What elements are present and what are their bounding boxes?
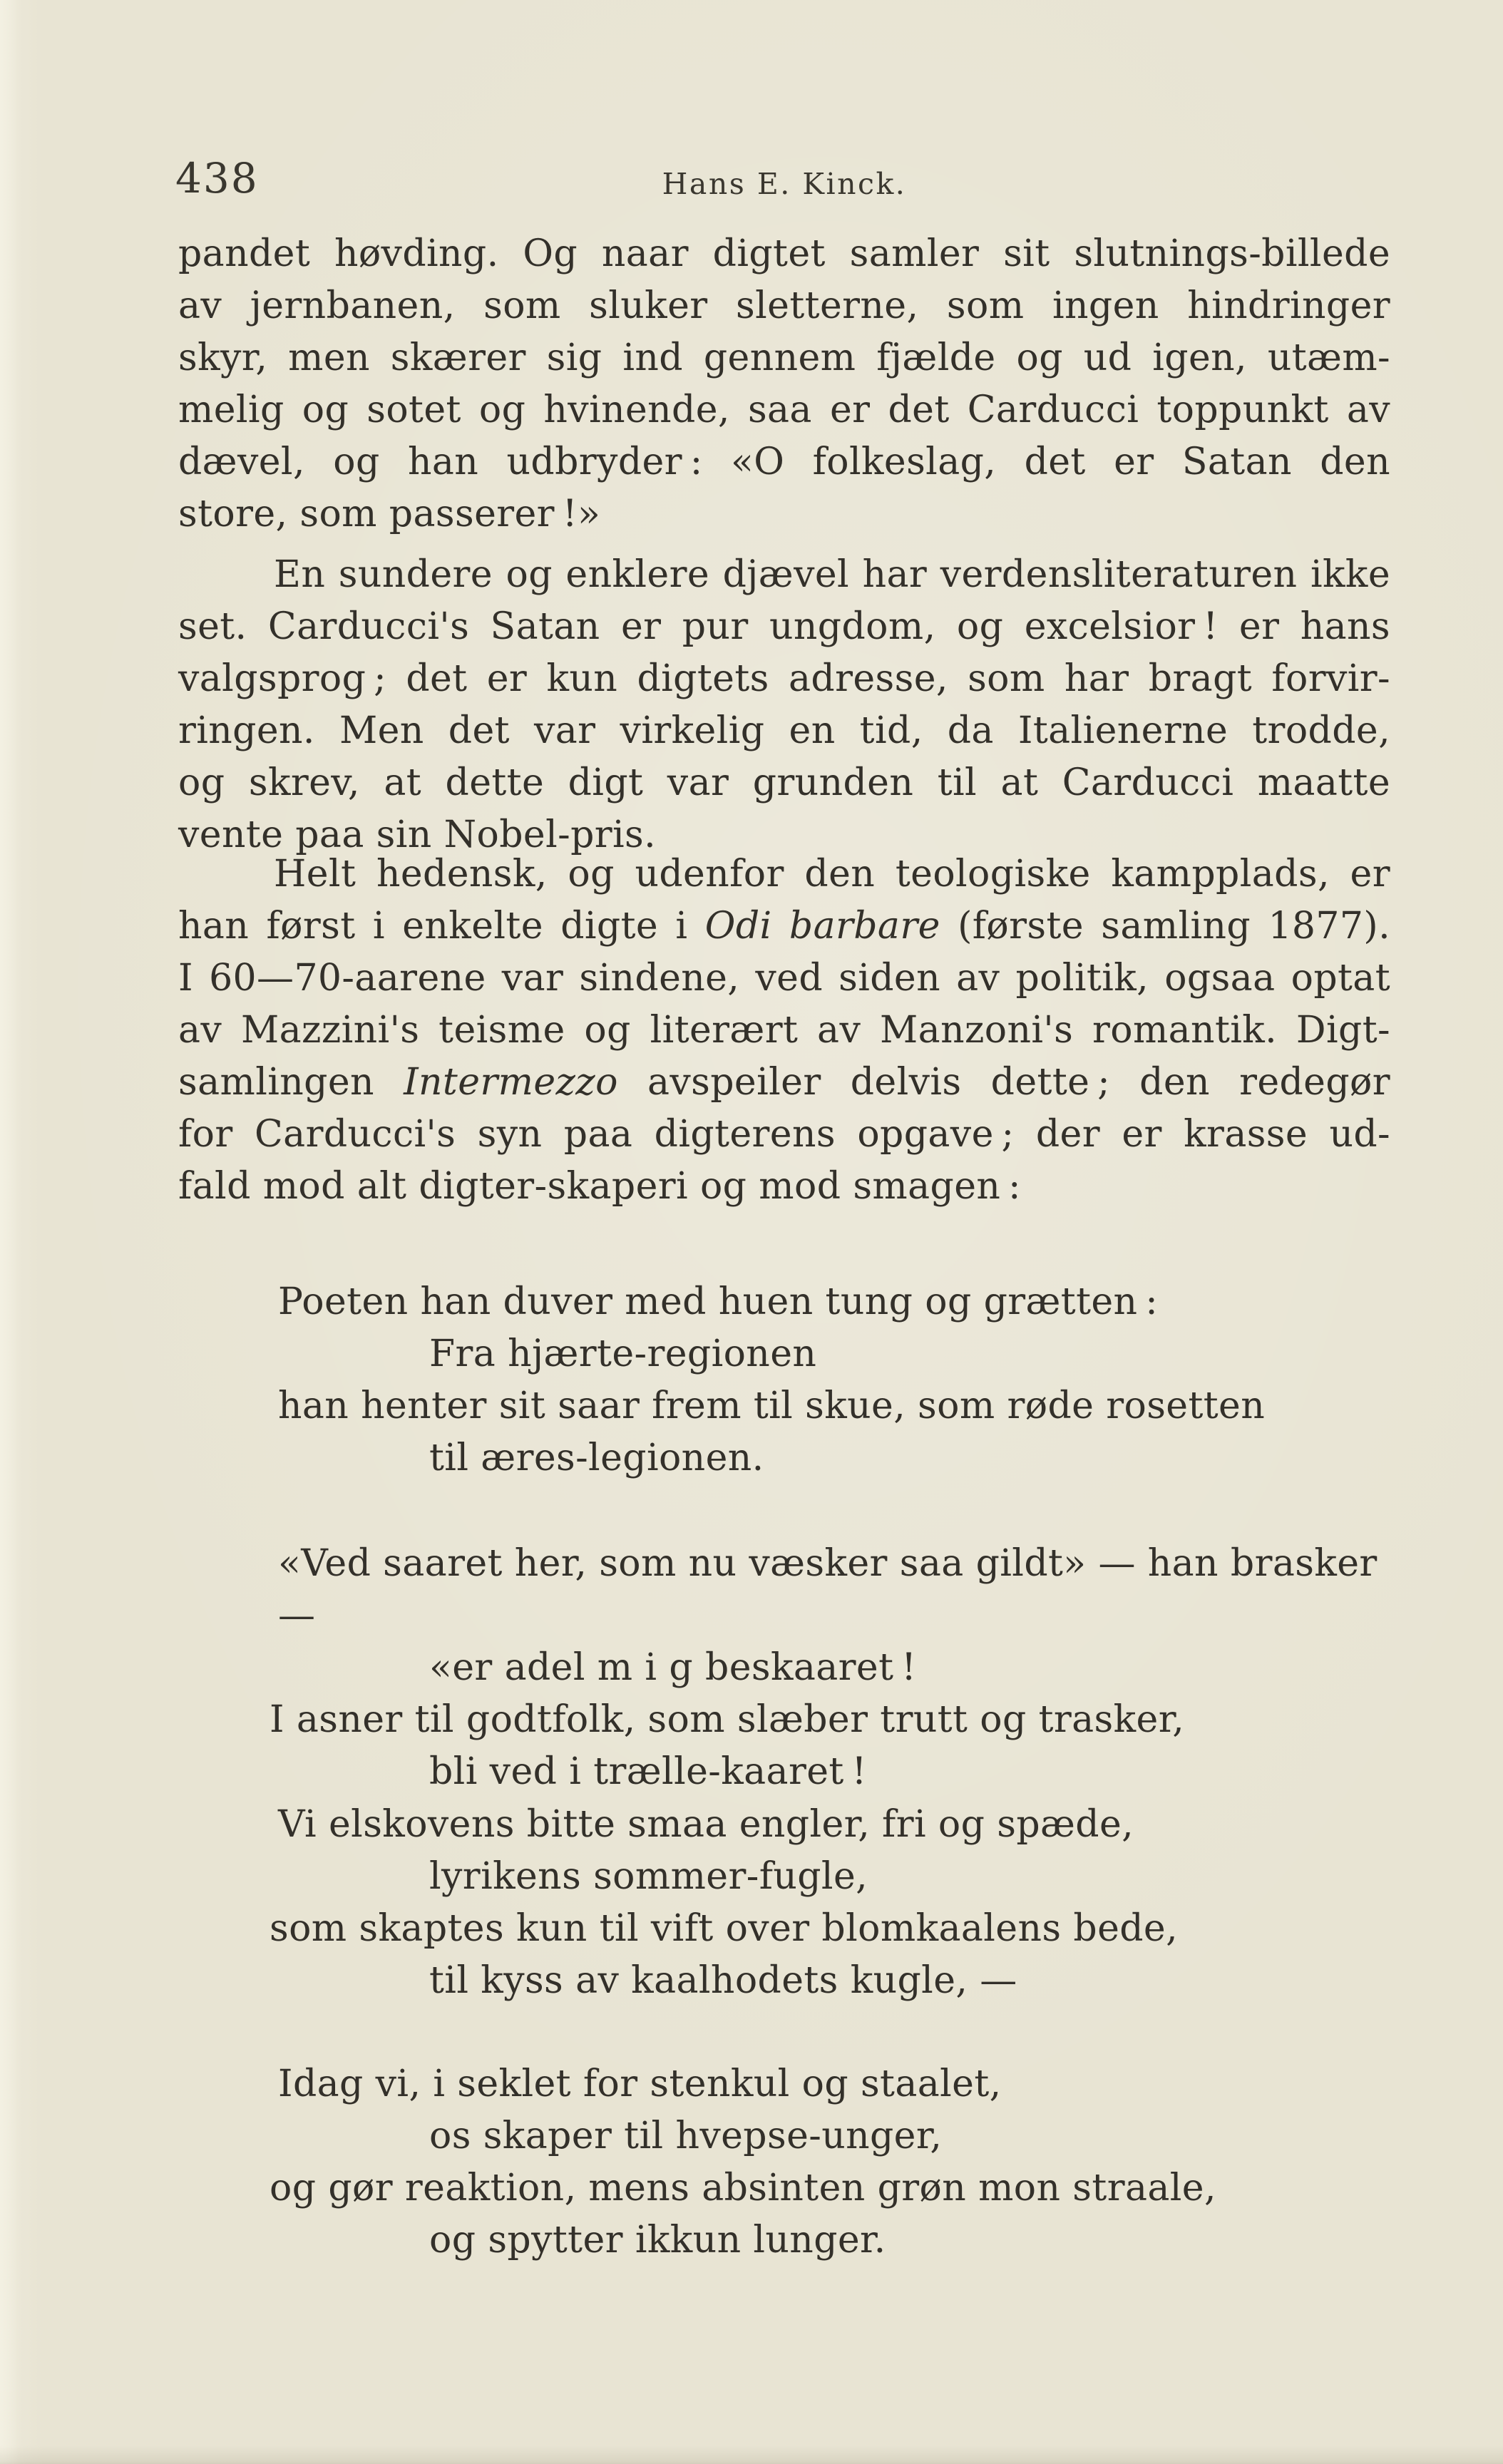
text-run: samlingen (178, 1061, 404, 1104)
verse-line: som skaptes kun til vift over blomkaalens bede, (270, 1907, 1179, 1950)
text-run: han først i enkelte digte i (178, 905, 705, 948)
text-line: av jernbanen, som sluker sletterne, som ingen hindringer (178, 284, 1390, 327)
text-line (178, 900, 1390, 953)
verse-stanza-1 (178, 1276, 1390, 1484)
text-line: fald mod alt digter-skaperi og mod smagen : (178, 1165, 1021, 1208)
text-line: set. Carducci's Satan er pur ungdom, og excelsior ! er hans (178, 605, 1390, 648)
verse-line: og gør reaktion, mens absinten grøn mon straale, (270, 2167, 1216, 2209)
page-edge-left (0, 0, 19, 2464)
text-line: for Carducci's syn paa digterens opgave ; der er krasse ud- (178, 1113, 1390, 1156)
verse-line: I asner til godtfolk, som slæber trutt og trasker, (270, 1698, 1185, 1741)
book-title-odi-barbare: Odi barbare (704, 905, 940, 948)
verse-line: og spytter ikkun lunger. (429, 2219, 886, 2262)
text-run: (første samling 1877). (940, 905, 1391, 948)
text-line: Helt hedensk, og udenfor den teologiske kampplads, er (274, 853, 1390, 895)
text-line: En sundere og enklere djævel har verdensliteraturen ikke (274, 553, 1390, 596)
verse-line: os skaper til hvepse-unger, (429, 2115, 943, 2157)
running-header: Hans E. Kinck. (662, 167, 907, 201)
verse-stanza-3 (178, 1799, 1390, 2007)
text-line: og skrev, at dette digt var grunden til at Carducci maatte (178, 761, 1390, 804)
verse-line: til æres-legionen. (429, 1437, 764, 1479)
verse-line: Vi elskovens bitte smaa engler, fri og spæde, (278, 1803, 1134, 1846)
text-line: av Mazzini's teisme og literært av Manzoni's romantik. Digt- (178, 1009, 1390, 1052)
text-run: avspeiler delvis dette ; den redegør (617, 1061, 1391, 1104)
text-line: ringen. Men det var virkelig en tid, da Italienerne trodde, (178, 709, 1390, 752)
verse-line: lyrikens sommer-fugle, (429, 1855, 868, 1898)
page-number: 438 (175, 154, 259, 202)
text-line: store, som passerer !» (178, 493, 601, 535)
text-line: dævel, og han udbryder : «O folkeslag, det er Satan den (178, 441, 1390, 483)
page-edge-bottom (0, 2445, 1503, 2464)
paragraph-2 (178, 549, 1390, 861)
text-line: vente paa sin Nobel-pris. (178, 813, 657, 856)
verse-line: til kyss av kaalhodets kugle, — (429, 1959, 1017, 2002)
verse-line: Fra hjærte-regionen (429, 1333, 817, 1375)
text-line (178, 1057, 1390, 1109)
paragraph-3 (178, 848, 1390, 1213)
verse-line: Poeten han duver med huen tung og grætten : (278, 1280, 1159, 1323)
text-line: I 60—70-aarene var sindene, ved siden av politik, ogsaa optat (178, 957, 1390, 1000)
text-line: valgsprog ; det er kun digtets adresse, som har bragt forvir- (178, 657, 1390, 700)
paragraph-1 (178, 228, 1390, 540)
verse-line: han henter sit saar frem til skue, som røde rosetten (278, 1385, 1266, 1427)
verse-line: bli ved i trælle-kaaret ! (429, 1750, 867, 1793)
verse-stanza-4 (178, 2058, 1390, 2267)
text-line: pandet høvding. Og naar digtet samler sit slutnings-billede (178, 232, 1390, 275)
verse-line: Idag vi, i seklet for stenkul og staalet, (278, 2063, 1002, 2105)
book-title-intermezzo: Intermezzo (404, 1061, 618, 1104)
text-line: skyr, men skærer sig ind gennem fjælde og ud igen, utæm- (178, 337, 1390, 379)
verse-line: «Ved saaret her, som nu væsker saa gildt» — han brasker — (278, 1542, 1378, 1637)
verse-line: «er adel m i g beskaaret ! (429, 1646, 917, 1689)
verse-stanza-2 (178, 1538, 1390, 1798)
text-line: melig og sotet og hvinende, saa er det Carducci toppunkt av (178, 389, 1390, 431)
